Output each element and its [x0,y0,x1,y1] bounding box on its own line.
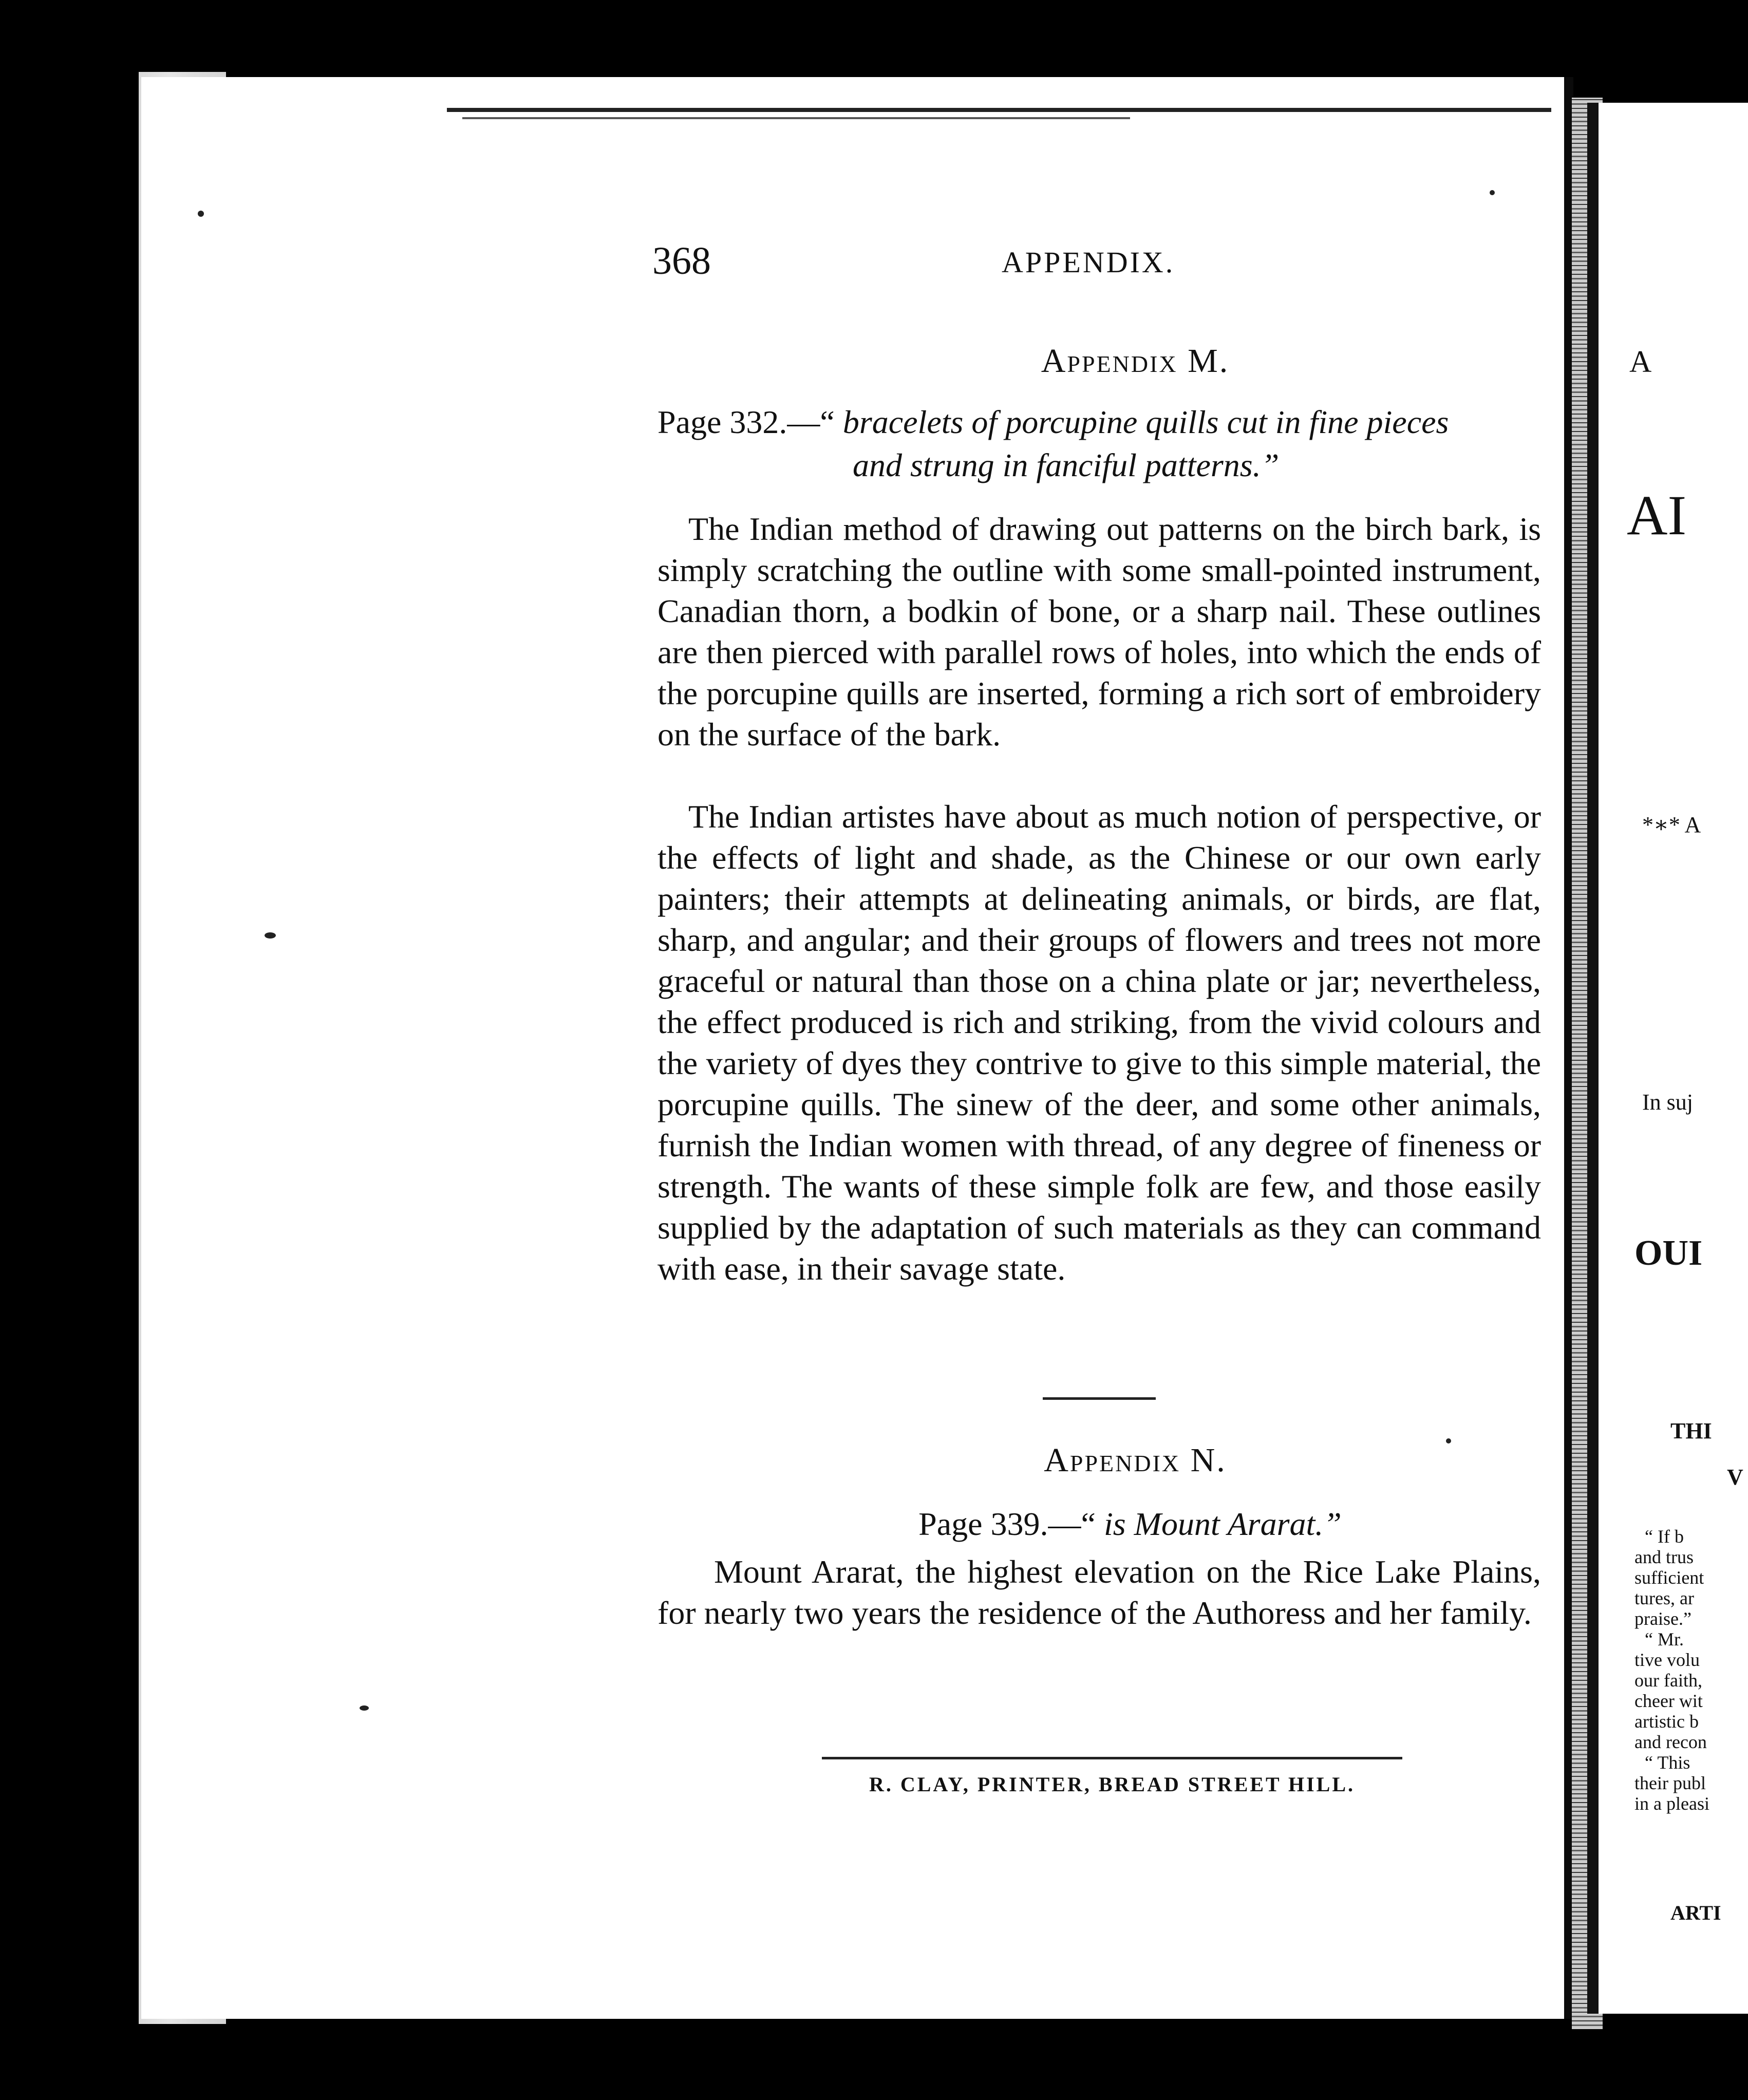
section-divider [1043,1397,1156,1400]
adjacent-fragment: “ If b [1645,1526,1684,1547]
adjacent-fragment: in a pleasi [1634,1793,1709,1814]
reference-quote-continued: and strung in fanciful patterns.” [853,447,1280,483]
appendix-m-page-reference [657,401,1541,487]
page-header [652,239,1556,290]
appendix-m-paragraph: The Indian artistes have about as much notion of perspective, or the effects of light and shade, as the Chinese or our own early painters; their attempts at delineating animals, or birds, are flat, sharp, and angular; and their groups of flowers and trees not more graceful or natural than those on a china plate or jar; nevertheless, the effect produced is rich and striking, from the vivid colours and the variety of dyes they contrive to give to this simple material, the porcupine quills. The sinew of the deer, and some other animals, furnish the Indian women with thread, of any degree of fineness or strength. The wants of these simple folk are few, and those easily supplied by the adaptation of such materials as they can command with ease, in their savage state. [657,798,1541,1287]
adjacent-fragment: tive volu [1634,1649,1700,1670]
adjacent-fragment: and trus [1634,1547,1694,1567]
adjacent-fragment: artistic b [1634,1711,1699,1732]
adjacent-fragment: AI [1627,484,1687,547]
running-head: APPENDIX. [1002,246,1175,279]
scan-speck [198,211,204,217]
appendix-n-heading: Appendix N. [1044,1441,1227,1479]
appendix-n-page-reference [657,1503,1572,1546]
scan-speck [1446,1438,1451,1443]
appendix-n-paragraph: Mount Ararat, the highest elevation on the Rice Lake Plains, for nearly two years the residence of the Authoress and her family. [657,1553,1541,1631]
adjacent-fragment: and recon [1634,1732,1707,1752]
reference-quote: bracelets of porcupine quills cut in fine pieces [842,404,1449,440]
appendix-m-paragraph: The Indian method of drawing out patterns on the birch bark, is simply scratching the outline with some small-pointed instrument, Canadian thorn, a bodkin of bone, or a sharp nail. These outlines are then pierced with parallel rows of holes, into which the ends of the porcupine quills are inserted, forming a rich sort of embroidery on the surface of the bark. [657,511,1541,753]
reference-quote: is Mount Ararat.” [1103,1506,1342,1542]
adjacent-fragment: ARTI [1670,1901,1721,1924]
adjacent-page [1587,103,1748,2014]
imprint-rule [822,1757,1402,1759]
adjacent-fragment: THI [1670,1418,1712,1443]
adjacent-fragment: sufficient [1634,1567,1704,1588]
page-number: 368 [652,239,711,283]
adjacent-fragment: our faith, [1634,1670,1702,1691]
top-rule [447,108,1551,112]
adjacent-fragment: *∗* A [1642,812,1701,837]
reference-prefix: Page 339.—“ [918,1506,1104,1542]
scan-speck [360,1705,369,1711]
adjacent-fragment: tures, ar [1634,1588,1694,1608]
adjacent-fragment: OUI [1634,1233,1703,1273]
appendix-m-heading: Appendix M. [1041,342,1230,380]
adjacent-fragment: “ Mr. [1645,1629,1684,1649]
adjacent-fragment: In suj [1642,1090,1693,1115]
printer-imprint: R. CLAY, PRINTER, BREAD STREET HILL. [869,1773,1356,1796]
adjacent-fragment: V [1727,1465,1743,1490]
top-rule-secondary [462,117,1130,119]
reference-prefix: Page 332.—“ [657,404,843,440]
adjacent-fragment: “ This [1645,1752,1690,1773]
adjacent-fragment: their publ [1634,1773,1706,1793]
scan-speck [1490,190,1495,195]
scan-speck [265,932,276,939]
adjacent-fragment: praise.” [1634,1608,1691,1629]
adjacent-fragment: cheer wit [1634,1691,1703,1711]
adjacent-fragment: A [1629,345,1652,379]
